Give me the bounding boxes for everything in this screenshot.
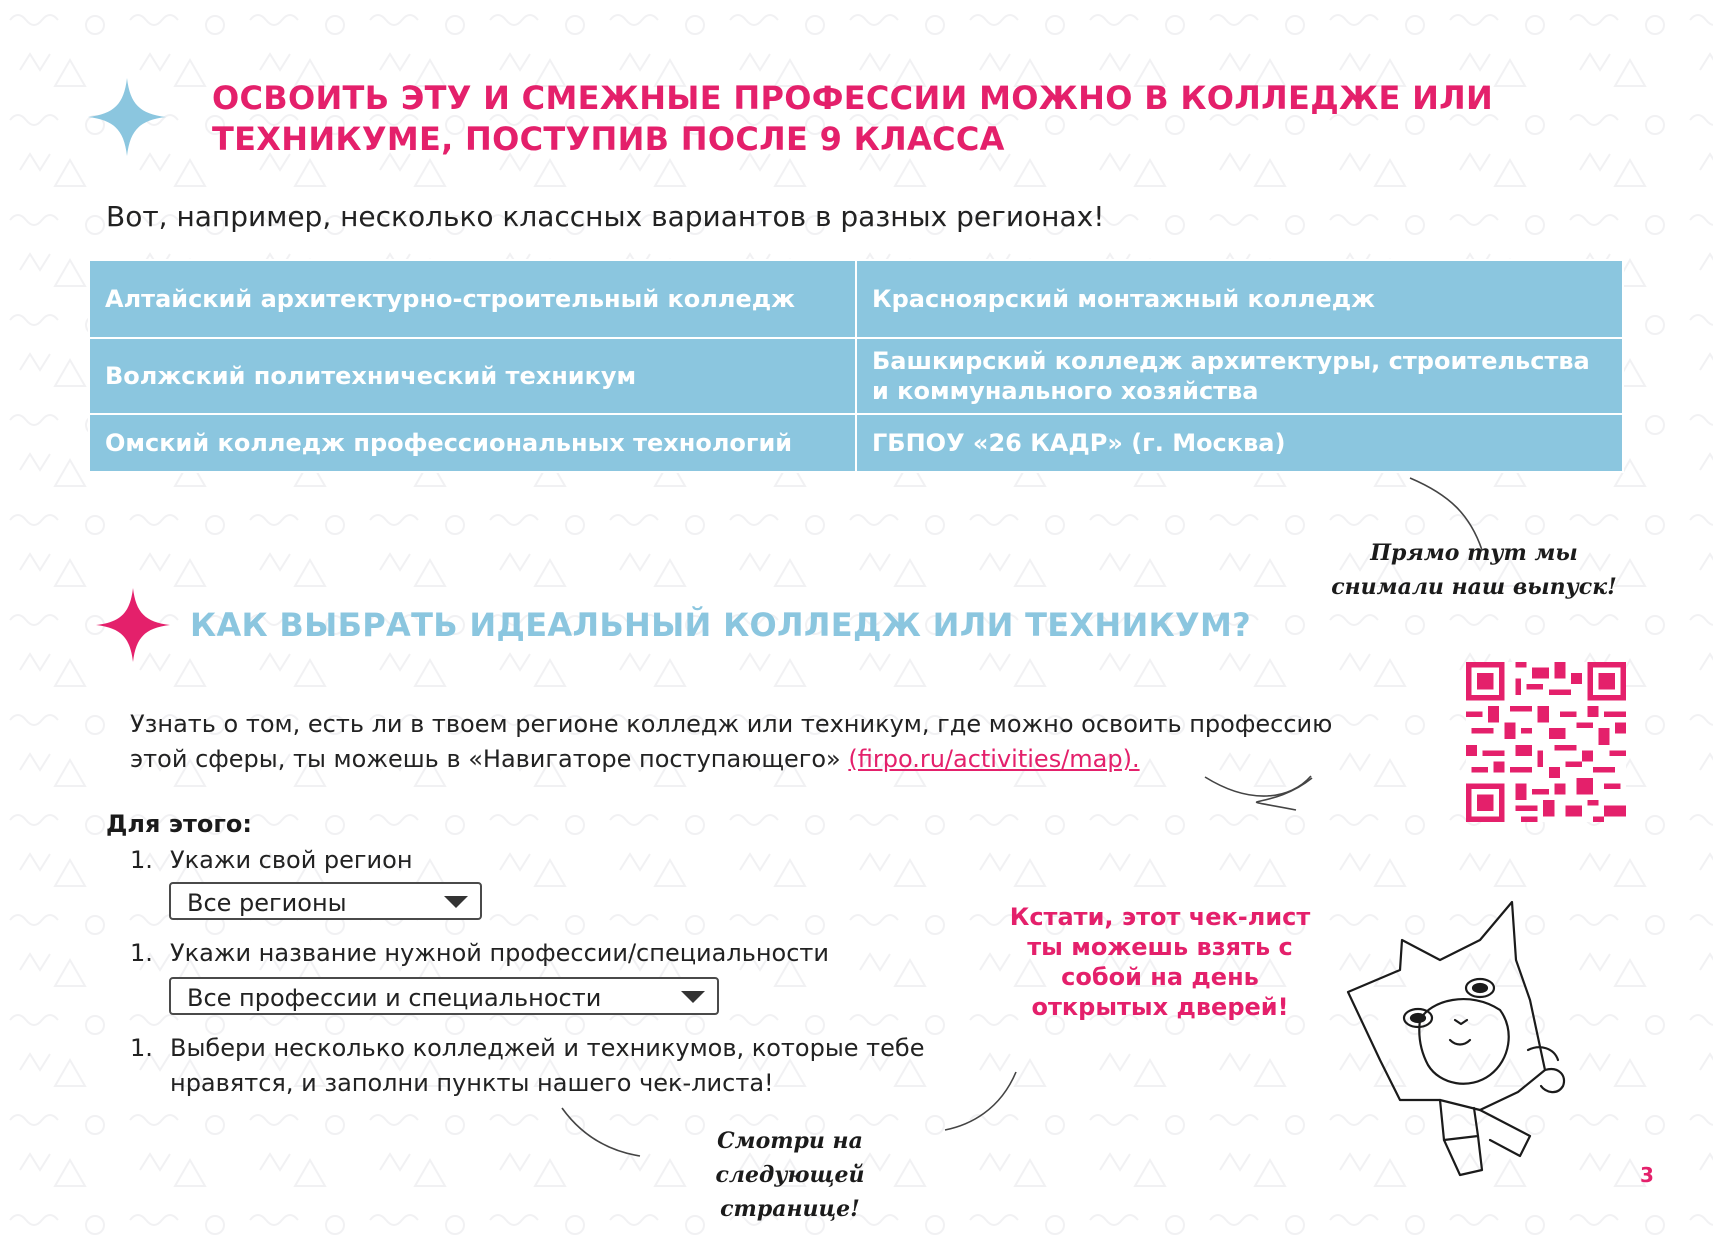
table-cell: Алтайский архитектурно-строительный колледж [89, 260, 856, 338]
cat-illustration [1340, 900, 1630, 1190]
profession-select-value: Все профессии и специальности [187, 984, 602, 1012]
step-number: 1. [130, 846, 153, 874]
table-cell: Омский колледж профессиональных технологий [89, 414, 856, 472]
table-row [89, 260, 1623, 338]
main-heading: ОСВОИТЬ ЭТУ И СМЕЖНЫЕ ПРОФЕССИИ МОЖНО В КОЛЛЕДЖЕ ИЛИ ТЕХНИКУМЕ, ПОСТУПИВ ПОСЛЕ 9 КЛАССА [212, 79, 1494, 158]
navigator-link[interactable]: (firpo.ru/activities/map). [848, 745, 1140, 773]
star-icon-blue [88, 78, 166, 156]
region-select[interactable] [169, 882, 482, 920]
table-cell: ГБПОУ «26 КАДР» (г. Москва) [856, 414, 1623, 472]
list-item [130, 1031, 950, 1111]
table-row [89, 414, 1623, 472]
intro-text: Вот, например, несколько классных вариантов в разных регионах! [106, 200, 1105, 233]
table-cell: Красноярский монтажный колледж [856, 260, 1623, 338]
step-text: Укажи свой регион [170, 846, 413, 874]
step-number: 1. [130, 1034, 153, 1062]
table-cell: Волжский политехнический техникум [89, 338, 856, 414]
profession-select[interactable] [169, 977, 719, 1015]
chevron-down-icon [681, 991, 705, 1003]
page-number: 3 [1640, 1163, 1654, 1187]
region-select-value: Все регионы [187, 889, 347, 917]
list-item [130, 936, 950, 976]
note-filmed-here: Прямо тут мы снимали наш выпуск! [1331, 540, 1617, 600]
step-text: Выбери несколько колледжей и техникумов, которые тебе нравятся, и заполни пункты нашего чек-листа! [170, 1034, 925, 1097]
table-row [89, 338, 1623, 414]
checklist-tip: Кстати, этот чек-лист ты можешь взять с собой на день открытых дверей! [1009, 903, 1311, 1021]
paragraph-text: Узнать о том, есть ли в твоем регионе колледж или техникум, где можно освоить профессию этой сферы, ты можешь в «Навигаторе поступающего» [130, 710, 1333, 773]
table-cell: Башкирский колледж архитектуры, строительства и коммунального хозяйства [856, 338, 1623, 414]
list-item [130, 843, 950, 883]
step-number: 1. [130, 939, 153, 967]
instructions-heading: Для этого: [106, 810, 252, 838]
navigator-paragraph [130, 707, 1360, 777]
star-icon-pink [96, 588, 170, 662]
qr-code-icon[interactable] [1466, 662, 1626, 822]
note-next-page: Смотри на следующей странице! [715, 1128, 865, 1222]
section-heading-choose: КАК ВЫБРАТЬ ИДЕАЛЬНЫЙ КОЛЛЕДЖ ИЛИ ТЕХНИКУМ? [190, 606, 1251, 644]
step-text: Укажи название нужной профессии/специальности [170, 939, 829, 967]
colleges-table [88, 259, 1624, 473]
chevron-down-icon [444, 896, 468, 908]
